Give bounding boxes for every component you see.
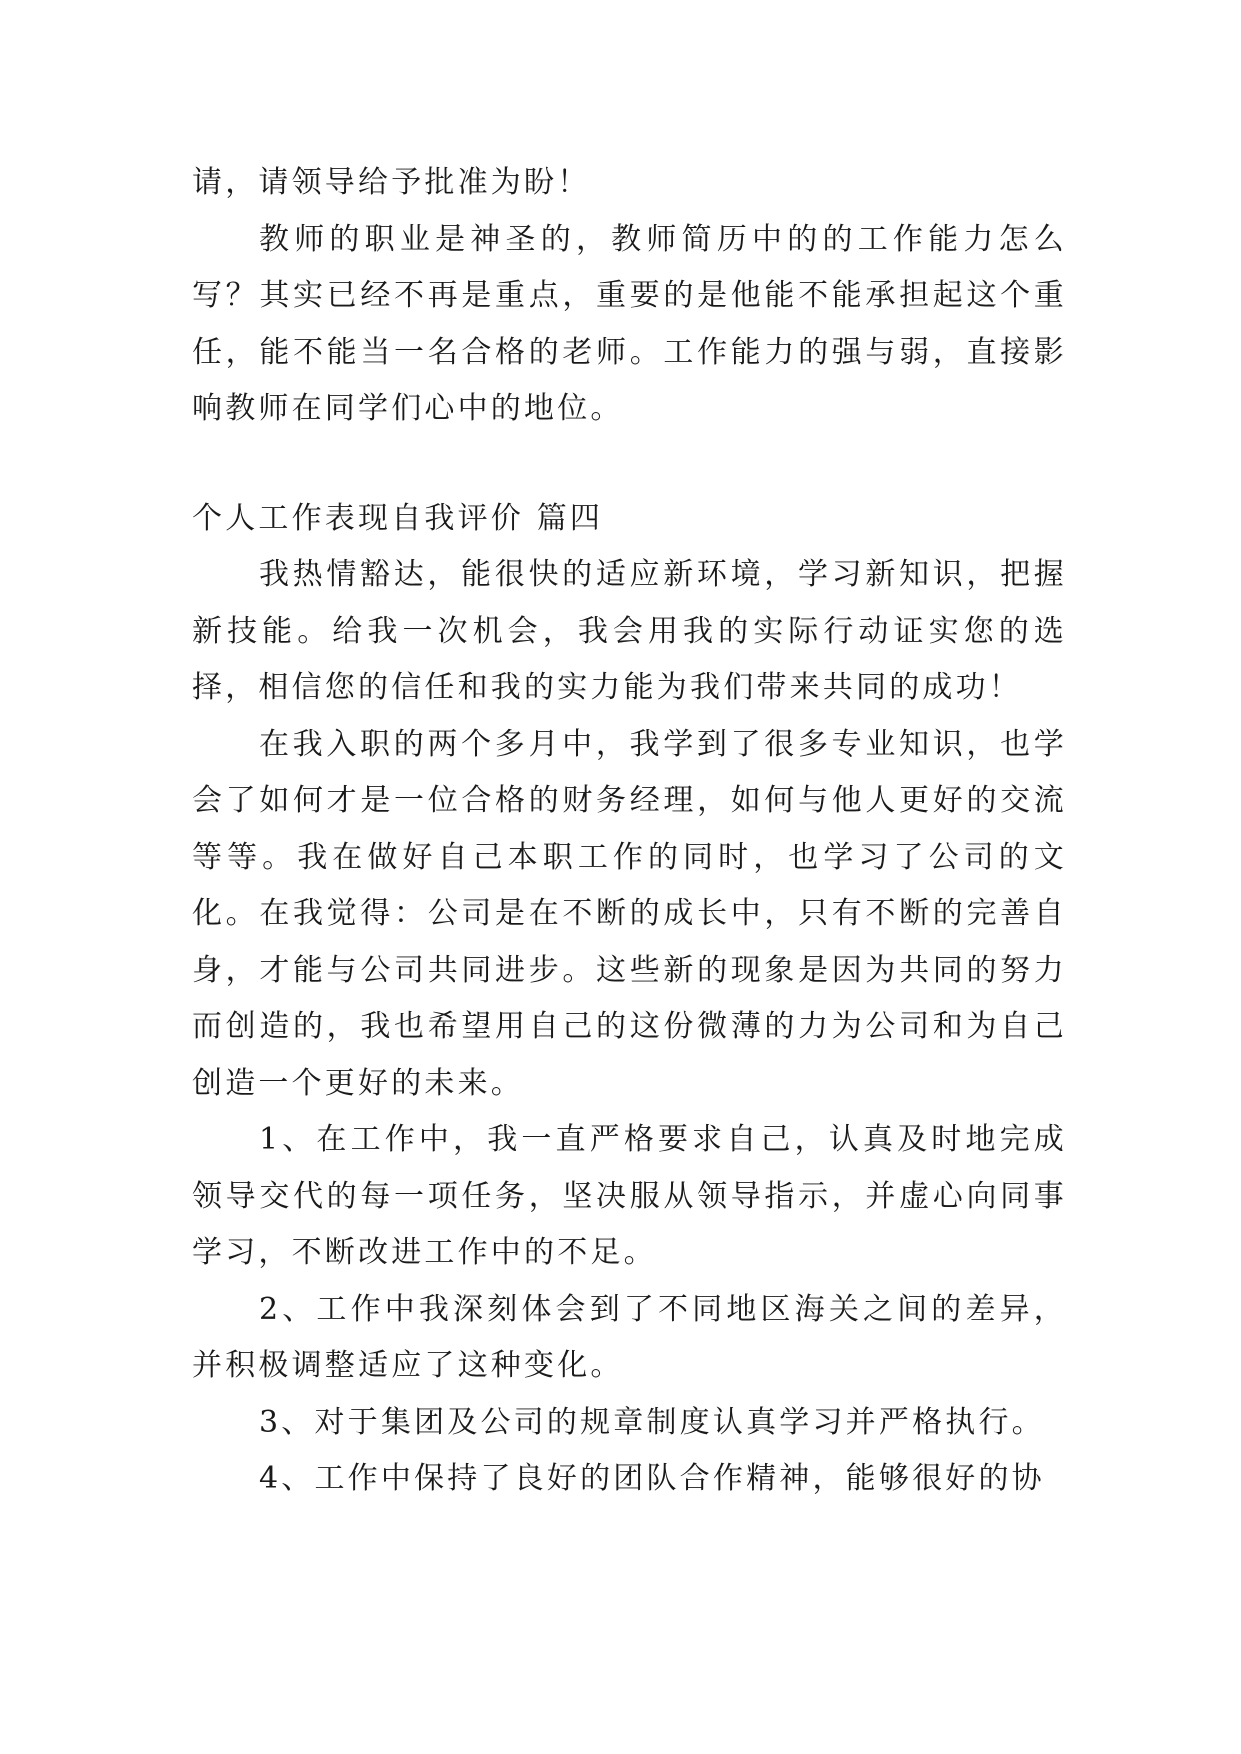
list-item-4: 4、工作中保持了良好的团队合作精神，能够很好的协	[259, 1461, 1045, 1496]
document-page	[192, 155, 1067, 1508]
paragraph-continuation: 请，请领导给予批准为盼！	[192, 165, 591, 200]
paragraph-two-months: 在我入职的两个多月中，我学到了很多专业知识，也学会了如何才是一位合格的财务经理，如何与他人更好的交流等等。我在做好自己本职工作的同时，也学习了公司的文化。在我觉得：公司是在不断的成长中，只有不断的完善自身，才能与公司共同进步。这些新的现象是因为共同的努力而创造的，我也希望用自己的这份微薄的力为公司和为自己创造一个更好的未来。	[192, 726, 1067, 1101]
list-item-3: 3、对于集团及公司的规章制度认真学习并严格执行。	[259, 1404, 1045, 1440]
section-title: 个人工作表现自我评价 篇四	[192, 500, 604, 536]
paragraph-teacher-ability: 教师的职业是神圣的，教师简历中的的工作能力怎么写？其实已经不再是重点，重要的是他能不能承担起这个重任，能不能当一名合格的老师。工作能力的强与弱，直接影响教师在同学们心中的地位。	[192, 221, 1067, 426]
list-item-1: 1、在工作中，我一直严格要求自己，认真及时地完成领导交代的每一项任务，坚决服从领导指示，并虚心向同事学习，不断改进工作中的不足。	[192, 1122, 1067, 1270]
paragraph-self-intro: 我热情豁达，能很快的适应新环境，学习新知识，把握新技能。给我一次机会，我会用我的实际行动证实您的选择，相信您的信任和我的实力能为我们带来共同的成功！	[192, 557, 1067, 705]
list-item-2: 2、工作中我深刻体会到了不同地区海关之间的差异，并积极调整适应了这种变化。	[192, 1291, 1067, 1383]
